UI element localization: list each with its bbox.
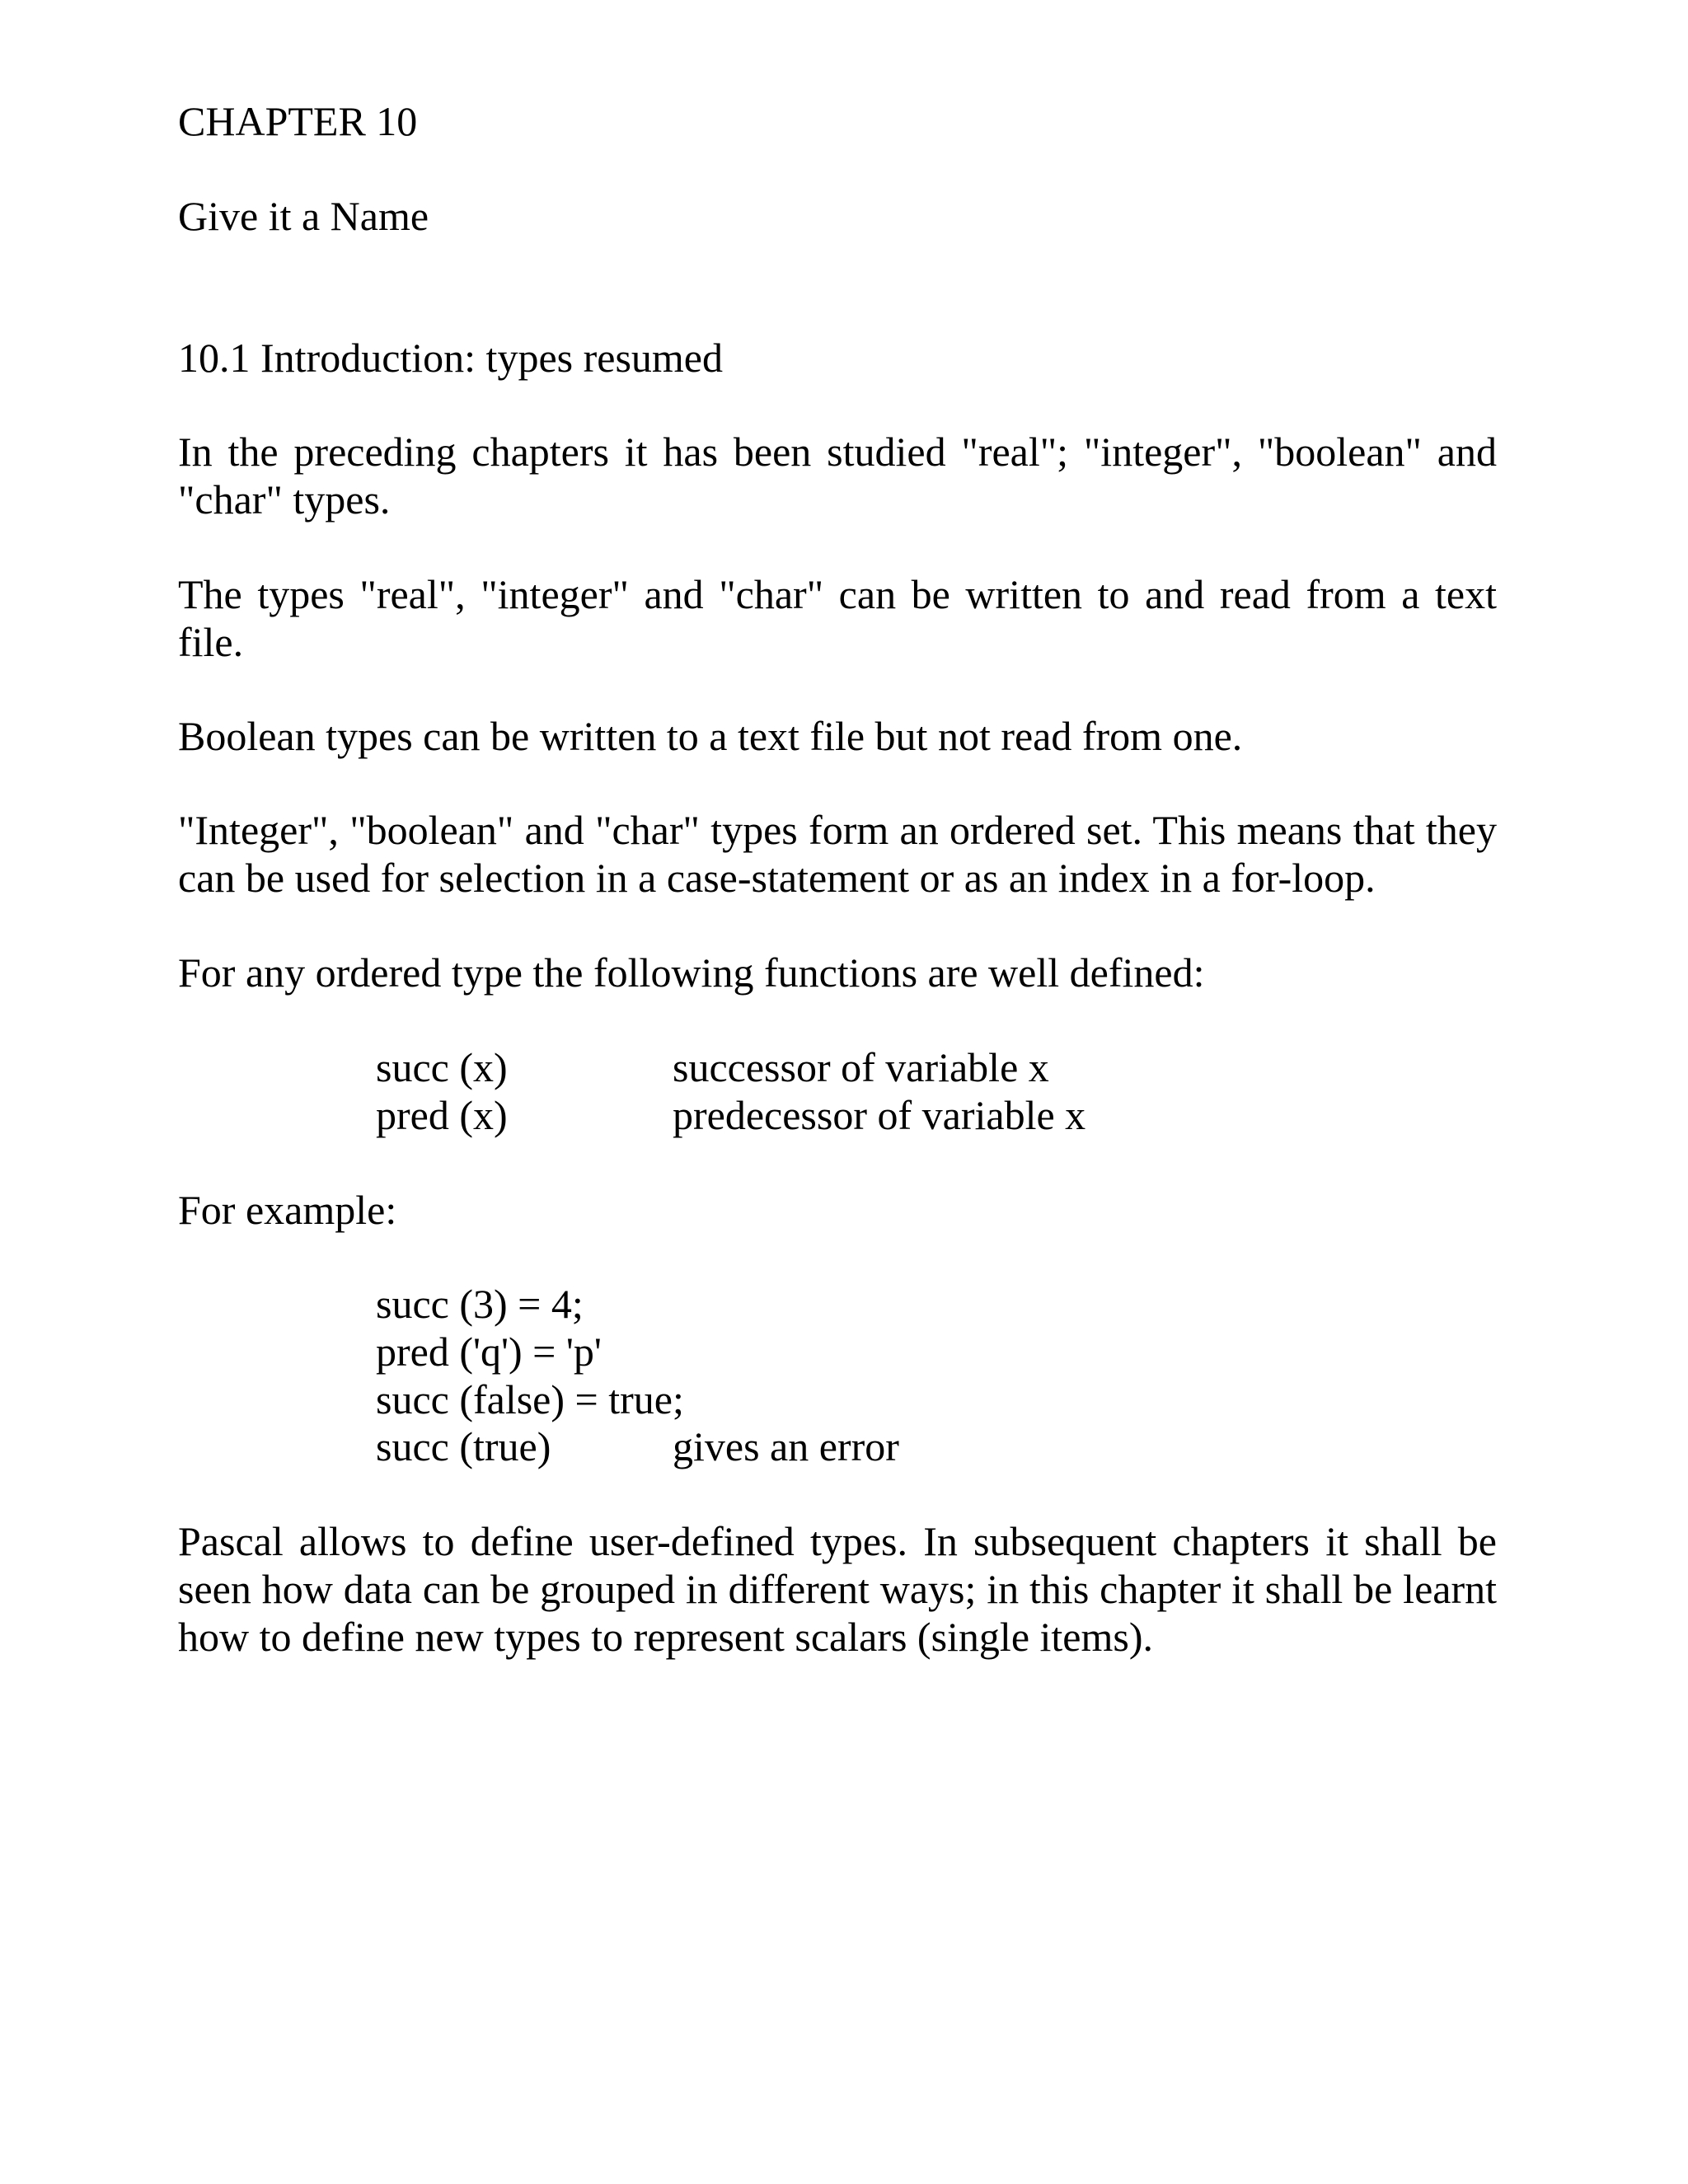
paragraph-boolean-io: Boolean types can be written to a text file but not read from one. [178, 713, 1243, 759]
function-name: pred (x) [376, 1092, 508, 1138]
function-description: predecessor of variable x [673, 1092, 1086, 1138]
example-intro: For example: [178, 1187, 397, 1233]
chapter-label: CHAPTER 10 [178, 98, 418, 144]
paragraph-ordered-functions: For any ordered type the following functions are well defined: [178, 949, 1205, 996]
function-name: succ (x) [376, 1044, 508, 1090]
paragraph-text-file-io: The types "real", "integer" and "char" can be written to and read from a text file. [178, 571, 1497, 665]
section-heading: 10.1 Introduction: types resumed [178, 335, 723, 381]
example-expression: succ (3) = 4; [376, 1281, 584, 1327]
example-expression: succ (true) [376, 1423, 551, 1469]
closing-paragraph: Pascal allows to define user-defined types. In subsequent chapters it shall be seen how data can be grouped in different ways; in this chapter it shall be learnt how to define new types to represent scalars (single items). [178, 1518, 1497, 1660]
chapter-title: Give it a Name [178, 193, 429, 239]
paragraph-ordered-set: "Integer", "boolean" and "char" types form an ordered set. This means that they can be used for selection in a case-statement or as an index in a for-loop. [178, 807, 1497, 901]
function-description: successor of variable x [673, 1044, 1049, 1090]
example-note: gives an error [673, 1423, 899, 1469]
example-expression: succ (false) = true; [376, 1376, 684, 1422]
paragraph-preceding-types: In the preceding chapters it has been studied "real"; "integer", "boolean" and "char" types. [178, 429, 1497, 523]
example-expression: pred ('q') = 'p' [376, 1329, 602, 1375]
